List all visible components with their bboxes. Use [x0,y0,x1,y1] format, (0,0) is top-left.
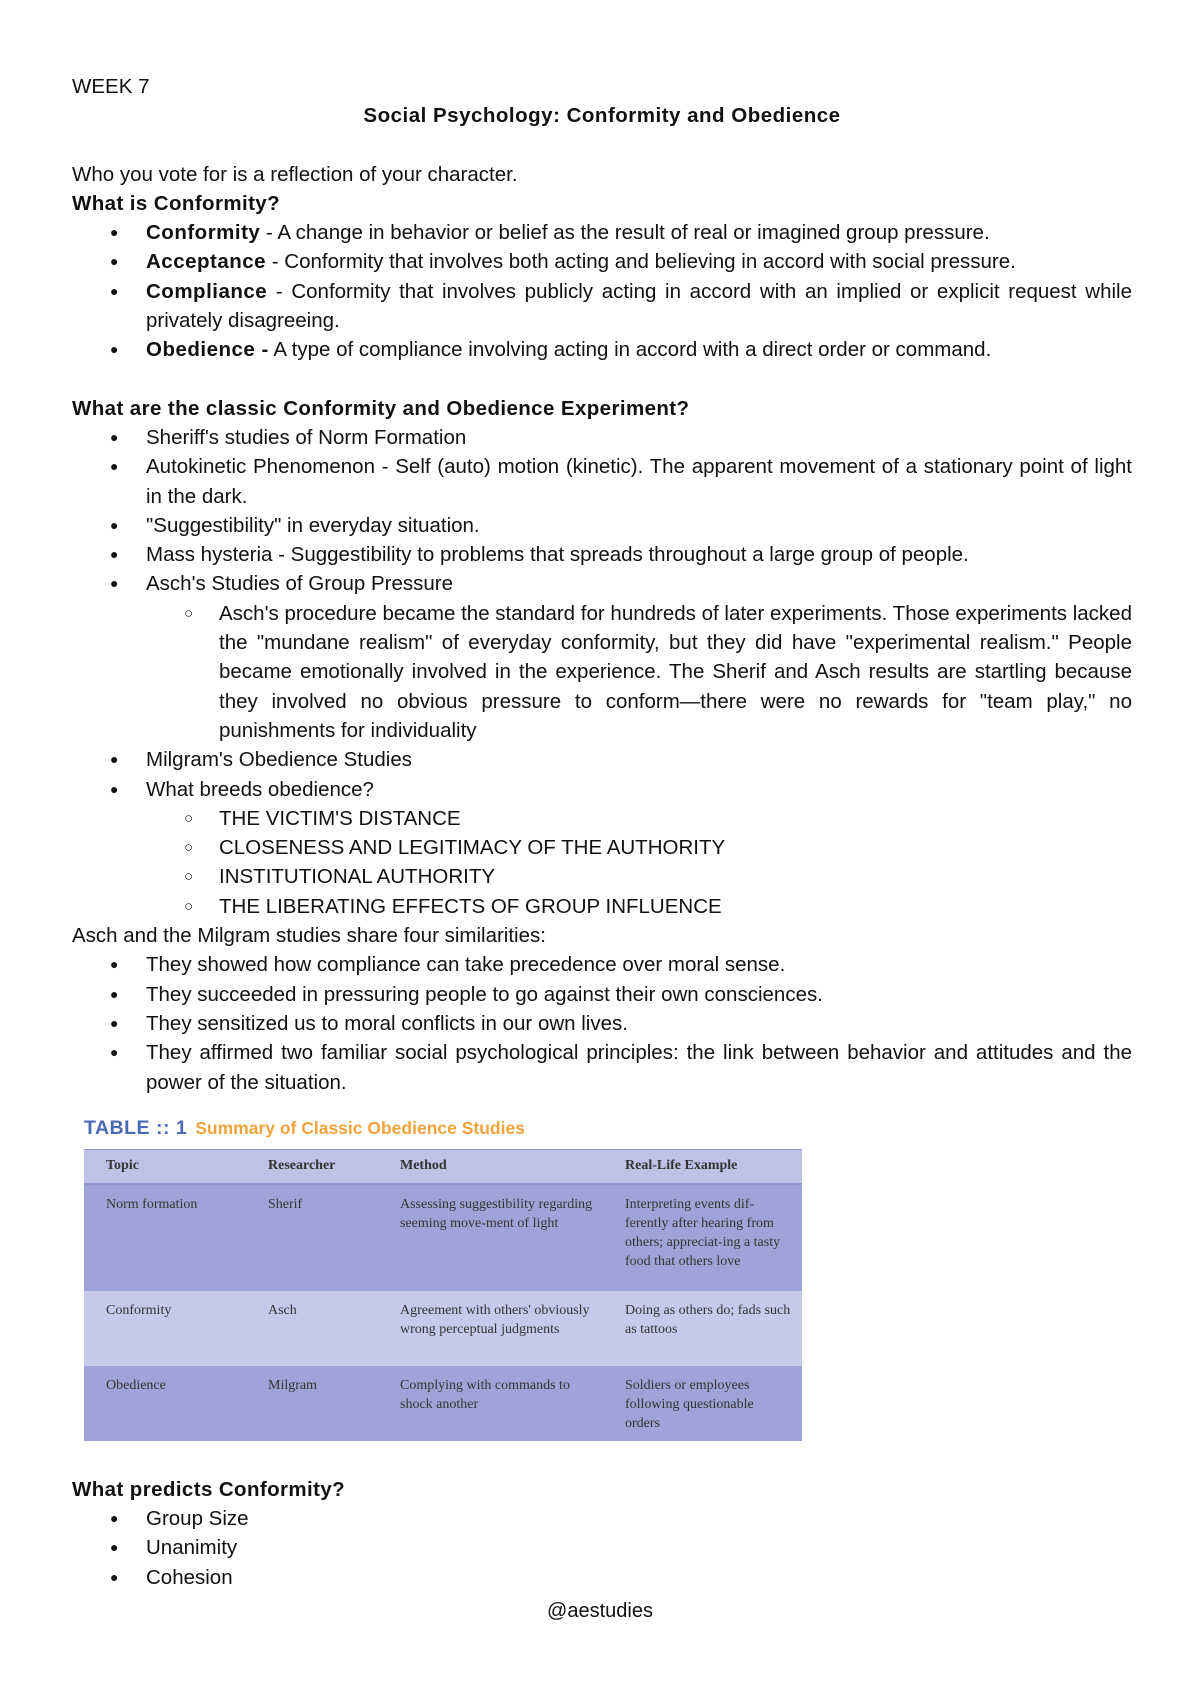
list-item: ● They succeeded in pressuring people to go against their own consciences. [72,980,1132,1009]
table-header-row [84,1149,802,1184]
summary-table-figure [84,1113,802,1441]
sublist-item: ○ CLOSENESS AND LEGITIMACY OF THE AUTHORITY [146,833,1132,862]
intro-sentence: Who you vote for is a reflection of your character. [72,162,518,186]
list-item: ● Sheriff's studies of Norm Formation [72,423,1132,452]
week-label: WEEK 7 [72,75,150,98]
definition-item [72,218,1132,247]
list-item: ● "Suggestibility" in everyday situation. [72,511,1132,540]
table-cell: Doing as others do; fads such as tattoos [603,1291,802,1366]
table-cell: Milgram [246,1366,378,1441]
table-row [84,1366,802,1441]
table-cell: Obedience [84,1366,246,1441]
table-cell: Soldiers or employees following questionable orders [603,1366,802,1441]
column-header: Method [378,1149,603,1184]
list-item: ● Mass hysteria - Suggestibility to problems that spreads throughout a large group of people. [72,540,1132,569]
table-cell: Complying with commands to shock another [378,1366,603,1441]
definition-term: Obedience - [146,338,269,362]
column-header: Real-Life Example [603,1149,802,1184]
table-row [84,1291,802,1366]
list-item: ● They affirmed two familiar social psychological principles: the link between behavior and attitudes and the power of the situation. [72,1038,1132,1097]
table-cell: Conformity [84,1291,246,1366]
table-cell: Agreement with others' obviously wrong perceptual judgments [378,1291,603,1366]
predicts-list [72,1504,1132,1592]
sublist-item: ○ THE LIBERATING EFFECTS OF GROUP INFLUENCE [146,892,1132,921]
similarities-intro: Asch and the Milgram studies share four similarities: [72,924,546,948]
table-caption: Summary of Classic Obedience Studies [195,1117,525,1138]
document-page [72,72,1132,1592]
definition-item [72,277,1132,336]
asch-sublist [146,599,1132,745]
what-is-heading: What is Conformity? [72,191,281,215]
definition-text: - A change in behavior or belief as the result of real or imagined group pressure. [260,221,990,245]
definition-term: Compliance [146,279,268,303]
list-item [72,775,1132,921]
list-item: ● Autokinetic Phenomenon - Self (auto) motion (kinetic). The apparent movement of a stationary point of light in the dark. [72,452,1132,511]
sublist-item: ○ INSTITUTIONAL AUTHORITY [146,862,1132,891]
breeds-label: What breeds obedience? [146,777,374,801]
table-title [84,1113,802,1149]
definition-item [72,247,1132,276]
column-header: Researcher [246,1149,378,1184]
definition-term: Acceptance [146,250,267,274]
footer-handle: @aestudies [547,1600,653,1622]
table-row [84,1184,802,1291]
definition-text: A type of compliance involving acting in accord with a direct order or command. [268,338,992,362]
column-header: Topic [84,1149,246,1184]
similarities-list [72,950,1132,1096]
list-item: ● They sensitized us to moral conflicts in our own lives. [72,1009,1132,1038]
list-item: ● Milgram's Obedience Studies [72,745,1132,774]
table-cell: Sherif [246,1184,378,1291]
table-cell: Assessing suggestibility regarding seeming move-ment of light [378,1184,603,1291]
definition-item [72,335,1132,364]
sublist-item: ○ THE VICTIM'S DISTANCE [146,804,1132,833]
breeds-sublist [146,804,1132,921]
asch-label: Asch's Studies of Group Pressure [146,572,453,596]
list-item: ● They showed how compliance can take precedence over moral sense. [72,950,1132,979]
list-item: ● Unanimity [72,1533,1132,1562]
definition-term: Conformity [146,221,261,245]
document-title: Social Psychology: Conformity and Obedience [363,104,841,128]
definition-text: - Conformity that involves both acting and believing in accord with social pressure. [266,250,1016,274]
sublist-item: ○ Asch's procedure became the standard for hundreds of later experiments. Those experiments lacked the "mundane realism" of everyday conformity, but they did have "experimental realism." People became emotionally involved in the experience. The Sherif and Asch results are startling because they involved no obvious pressure to conform—there were no rewards for "team play," no punishments for individuality [146,599,1132,745]
list-item [72,569,1132,745]
list-item: ● Group Size [72,1504,1132,1533]
definition-list [72,218,1132,364]
predicts-heading: What predicts Conformity? [72,1477,346,1501]
table-cell: Interpreting events dif-ferently after hearing from others; appreciat-ing a tasty food that others love [603,1184,802,1291]
table-cell: Asch [246,1291,378,1366]
list-item: ● Cohesion [72,1563,1132,1592]
summary-table [84,1149,802,1441]
table-cell: Norm formation [84,1184,246,1291]
definition-text: - Conformity that involves publicly acting in accord with an implied or explicit request while privately disagreeing. [146,279,1132,333]
table-number: TABLE :: 1 [84,1116,188,1139]
classic-list [72,423,1132,921]
classic-heading: What are the classic Conformity and Obedience Experiment? [72,396,690,420]
